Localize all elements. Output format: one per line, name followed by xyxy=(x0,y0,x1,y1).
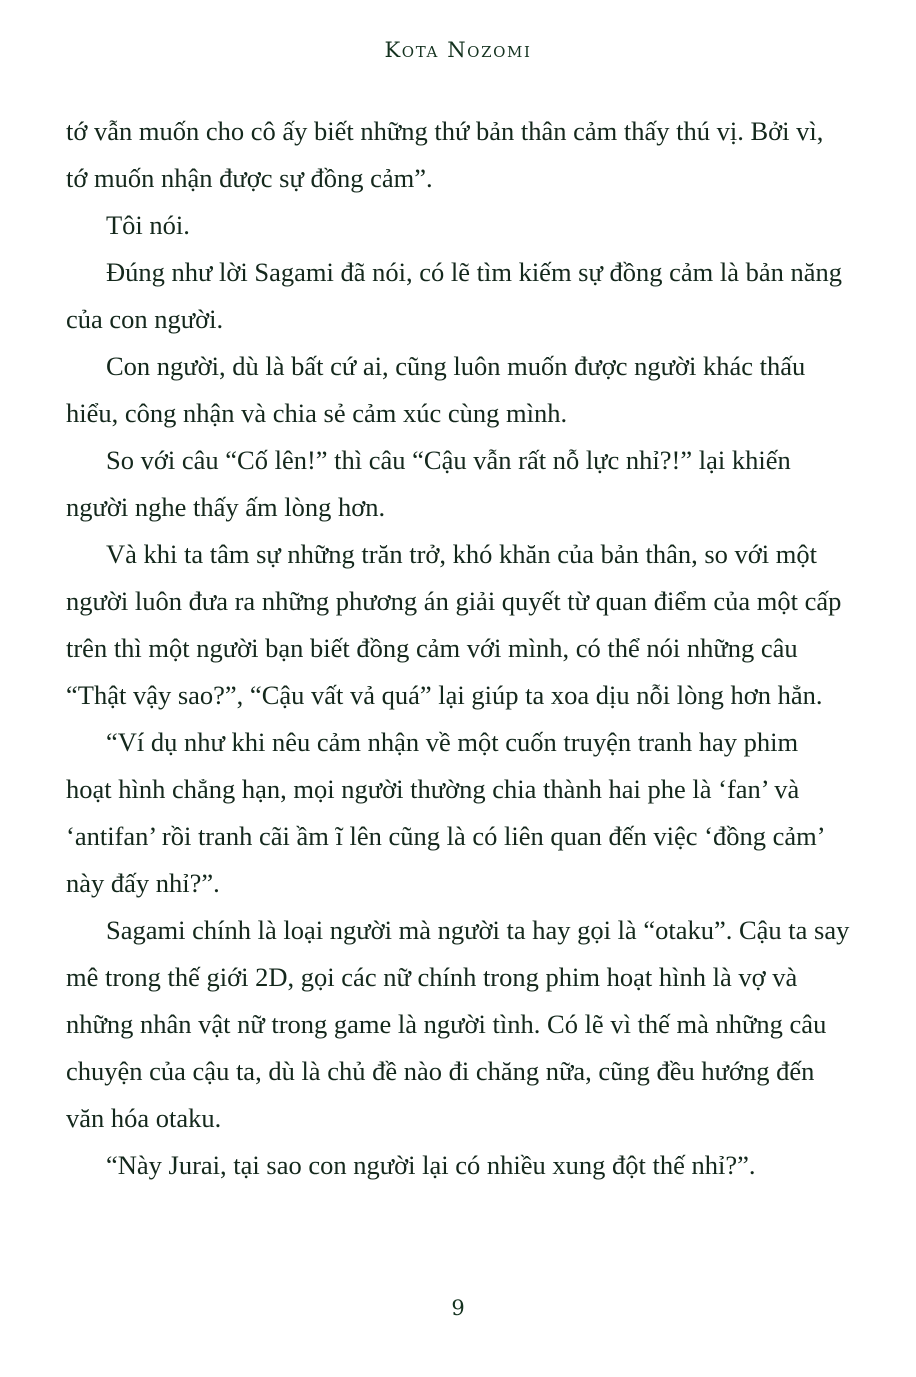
page-number: 9 xyxy=(451,1296,465,1320)
paragraph: Con người, dù là bất cứ ai, cũng luôn muốn được người khác thấu hiểu, công nhận và chia sẻ cảm xúc cùng mình. xyxy=(66,351,806,428)
paragraph: Sagami chính là loại người mà người ta hay gọi là “otaku”. Cậu ta say mê trong thế giới 2D, gọi các nữ chính trong phim hoạt hình là vợ và những nhân vật nữ trong game là người tình. Có lẽ vì thế mà những câu chuyện của cậu ta, dù là chủ đề nào đi chăng nữa, cũng đều hướng đến văn hóa otaku. xyxy=(66,915,850,1133)
paragraph: Và khi ta tâm sự những trăn trở, khó khăn của bản thân, so với một người luôn đưa ra những phương án giải quyết từ quan điểm của một cấp trên thì một người bạn biết đồng cảm với mình, có thể nói những câu “Thật vậy sao?”, “Cậu vất vả quá” lại giúp ta xoa dịu nỗi lòng hơn hẳn. xyxy=(66,539,842,710)
paragraph: Đúng như lời Sagami đã nói, có lẽ tìm kiếm sự đồng cảm là bản năng của con người. xyxy=(66,257,843,334)
page-body-text xyxy=(66,108,850,1189)
paragraph: So với câu “Cố lên!” thì câu “Cậu vẫn rất nỗ lực nhỉ?!” lại khiến người nghe thấy ấm lòng hơn. xyxy=(66,445,791,522)
paragraph: “Này Jurai, tại sao con người lại có nhiều xung đột thế nhỉ?”. xyxy=(106,1150,756,1180)
running-head-author: Kota Nozomi xyxy=(384,38,532,62)
paragraph: Tôi nói. xyxy=(106,210,190,240)
paragraph: tớ vẫn muốn cho cô ấy biết những thứ bản thân cảm thấy thú vị. Bởi vì, tớ muốn nhận được sự đồng cảm”. xyxy=(66,116,824,193)
paragraph: “Ví dụ như khi nêu cảm nhận về một cuốn truyện tranh hay phim hoạt hình chẳng hạn, mọi người thường chia thành hai phe là ‘fan’ và ‘antifan’ rồi tranh cãi ầm ĩ lên cũng là có liên quan đến việc ‘đồng cảm’ này đấy nhỉ?”. xyxy=(66,727,824,898)
